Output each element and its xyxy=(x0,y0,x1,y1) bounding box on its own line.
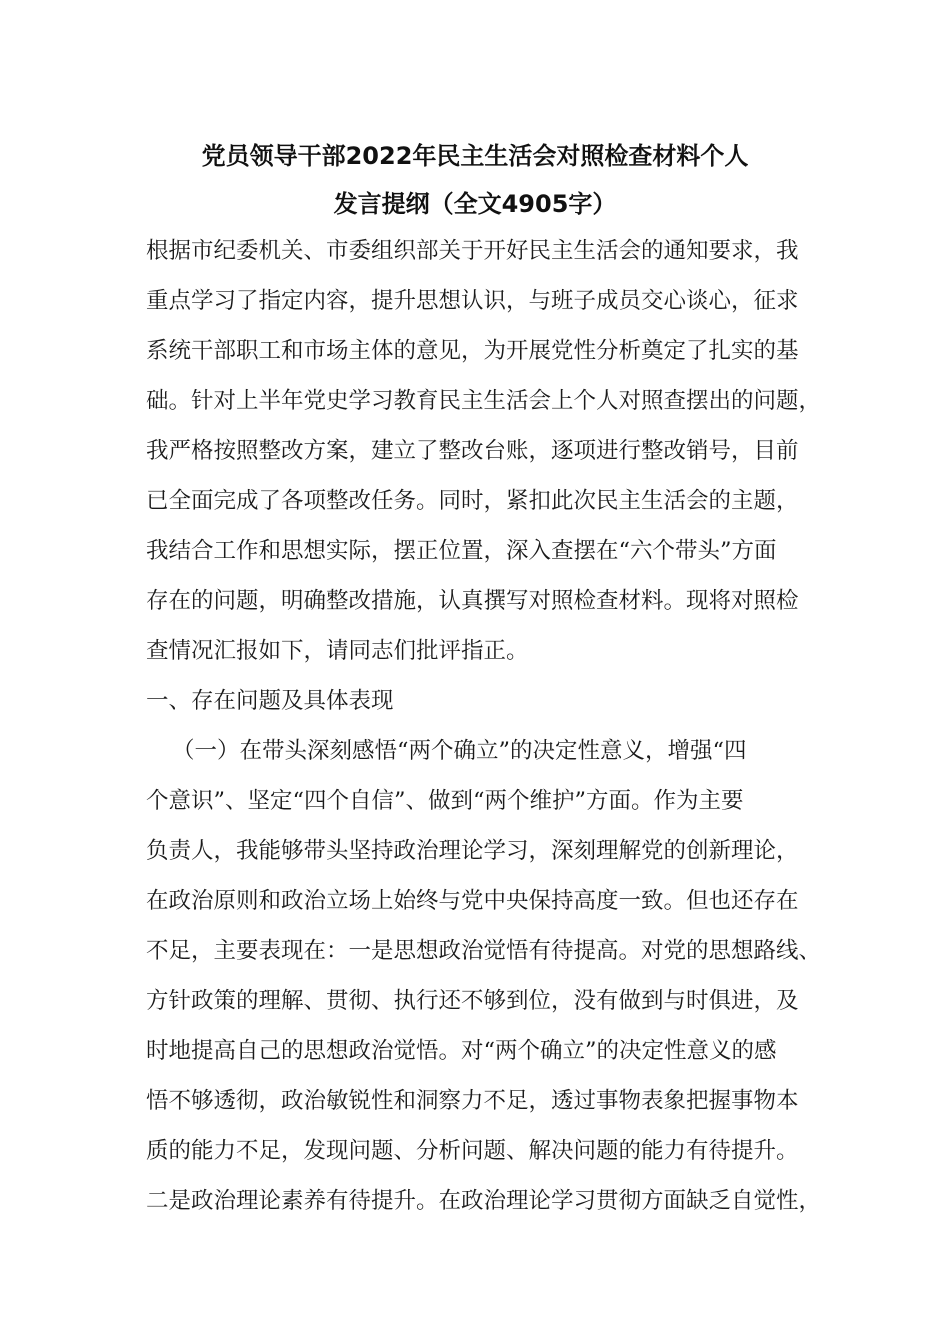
section-heading: 一、存在问题及具体表现 xyxy=(146,688,394,714)
body-line: 在政治原则和政治立场上始终与党中央保持高度一致。但也还存在 xyxy=(146,888,799,914)
subsection-paragraph-start: （一）在带头深刻感悟“两个确立”的决定性意义，增强“四 xyxy=(172,738,747,764)
body-line: 个意识”、坚定“四个自信”、做到“两个维护”方面。作为主要 xyxy=(146,788,744,814)
body-line: 础。针对上半年党史学习教育民主生活会上个人对照查摆出的问题， xyxy=(146,388,822,414)
body-line: 悟不够透彻，政治敏锐性和洞察力不足，透过事物表象把握事物本 xyxy=(146,1088,799,1114)
body-line: 存在的问题，明确整改措施，认真撰写对照检查材料。现将对照检 xyxy=(146,588,799,614)
body-line: 查情况汇报如下，请同志们批评指正。 xyxy=(146,638,529,664)
body-line: 我结合工作和思想实际，摆正位置，深入查摆在“六个带头”方面 xyxy=(146,538,777,564)
body-line: 系统干部职工和市场主体的意见，为开展党性分析奠定了扎实的基 xyxy=(146,338,799,364)
body-line: 方针政策的理解、贯彻、执行还不够到位，没有做到与时俱进，及 xyxy=(146,988,799,1014)
body-line: 根据市纪委机关、市委组织部关于开好民主生活会的通知要求，我 xyxy=(146,238,799,264)
body-line: 我严格按照整改方案，建立了整改台账，逐项进行整改销号，目前 xyxy=(146,438,799,464)
body-line: 重点学习了指定内容，提升思想认识，与班子成员交心谈心，征求 xyxy=(146,288,799,314)
body-line: 时地提高自己的思想政治觉悟。对“两个确立”的决定性意义的感 xyxy=(146,1038,777,1064)
body-line: 二是政治理论素养有待提升。在政治理论学习贯彻方面缺乏自觉性， xyxy=(146,1188,822,1214)
body-line: 质的能力不足，发现问题、分析问题、解决问题的能力有待提升。 xyxy=(146,1138,799,1164)
body-line: 已全面完成了各项整改任务。同时，紧扣此次民主生活会的主题， xyxy=(146,488,799,514)
body-line: 不足，主要表现在：一是思想政治觉悟有待提高。对党的思想路线、 xyxy=(146,938,822,964)
document-title-line-1: 党员领导干部2022年民主生活会对照检查材料个人 xyxy=(201,142,749,170)
body-line: 负责人，我能够带头坚持政治理论学习，深刻理解党的创新理论， xyxy=(146,838,799,864)
document-title-line-2: 发言提纲（全文4905字） xyxy=(333,190,617,218)
